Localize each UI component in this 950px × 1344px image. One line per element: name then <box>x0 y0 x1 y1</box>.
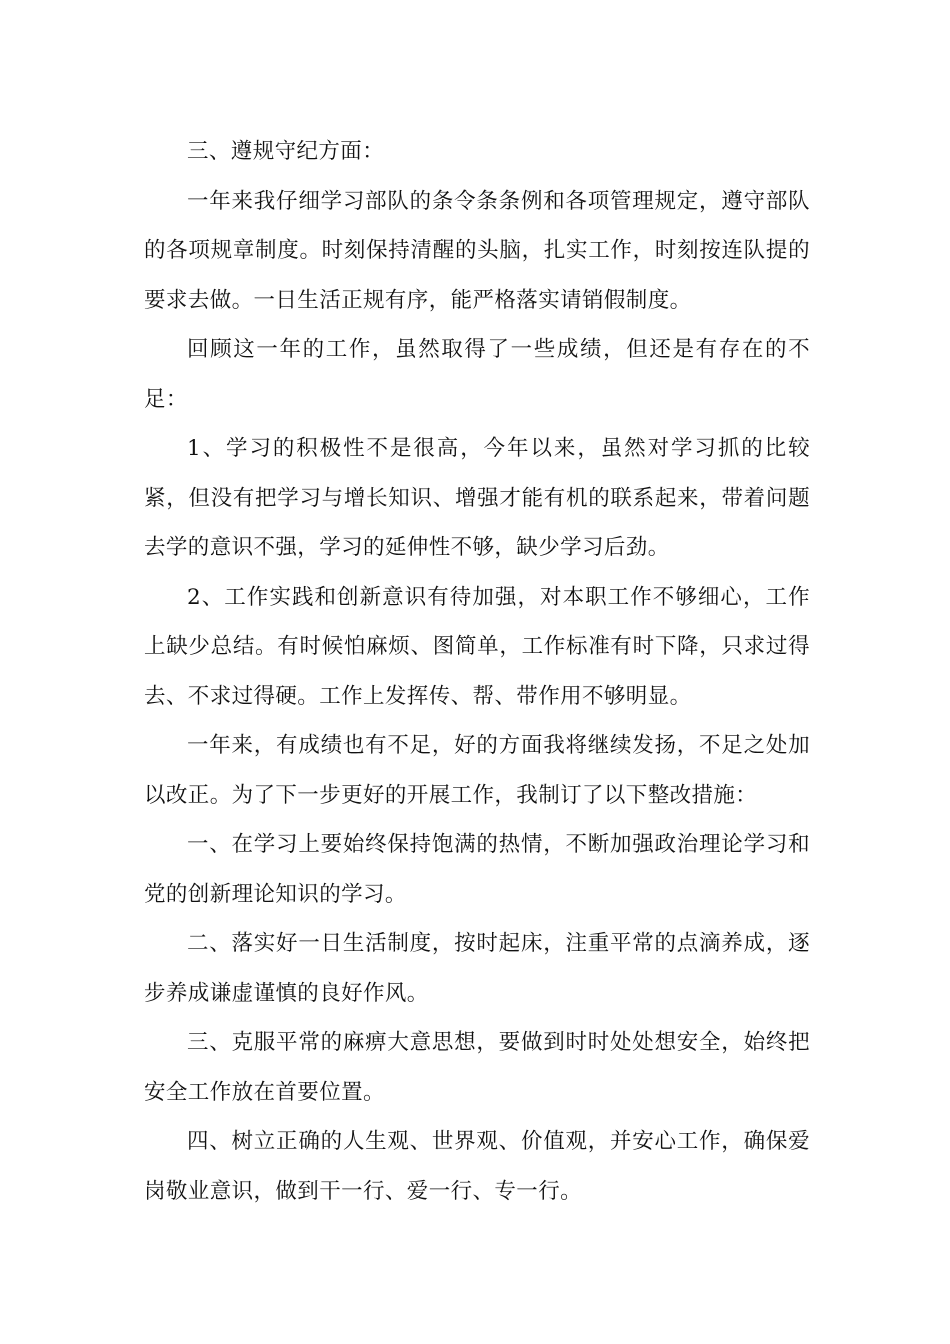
body-paragraph: 回顾这一年的工作，虽然取得了一些成绩，但还是有存在的不足： <box>144 337 810 412</box>
measure-item: 二、落实好一日生活制度，按时起床，注重平常的点滴养成，逐步养成谦虚谨慎的良好作风。 <box>144 931 810 1006</box>
body-paragraph: 一年来，有成绩也有不足，好的方面我将继续发扬，不足之处加以改正。为了下一步更好的开展工作，我制订了以下整改措施： <box>144 733 810 808</box>
shortcoming-item: 2、工作实践和创新意识有待加强，对本职工作不够细心，工作上缺少总结。有时候怕麻烦、图简单，工作标准有时下降，只求过得去、不求过得硬。工作上发挥传、帮、带作用不够明显。 <box>144 584 810 709</box>
body-paragraph: 一年来我仔细学习部队的条令条条例和各项管理规定，遵守部队的各项规章制度。时刻保持清醒的头脑，扎实工作，时刻按连队提的要求去做。一日生活正规有序，能严格落实请销假制度。 <box>144 188 810 313</box>
measure-item: 四、树立正确的人生观、世界观、价值观，并安心工作，确保爱岗敬业意识，做到干一行、爱一行、专一行。 <box>144 1129 810 1204</box>
section-heading: 三、遵规守纪方面： <box>187 139 385 164</box>
measure-item: 三、克服平常的麻痹大意思想，要做到时时处处想安全，始终把安全工作放在首要位置。 <box>144 1030 810 1105</box>
shortcoming-item: 1、学习的积极性不是很高，今年以来，虽然对学习抓的比较紧，但没有把学习与增长知识、增强才能有机的联系起来，带着问题去学的意识不强，学习的延伸性不够，缺少学习后劲。 <box>144 436 810 560</box>
measure-item: 一、在学习上要始终保持饱满的热情，不断加强政治理论学习和党的创新理论知识的学习。 <box>144 832 810 907</box>
document-page <box>144 127 810 1216</box>
